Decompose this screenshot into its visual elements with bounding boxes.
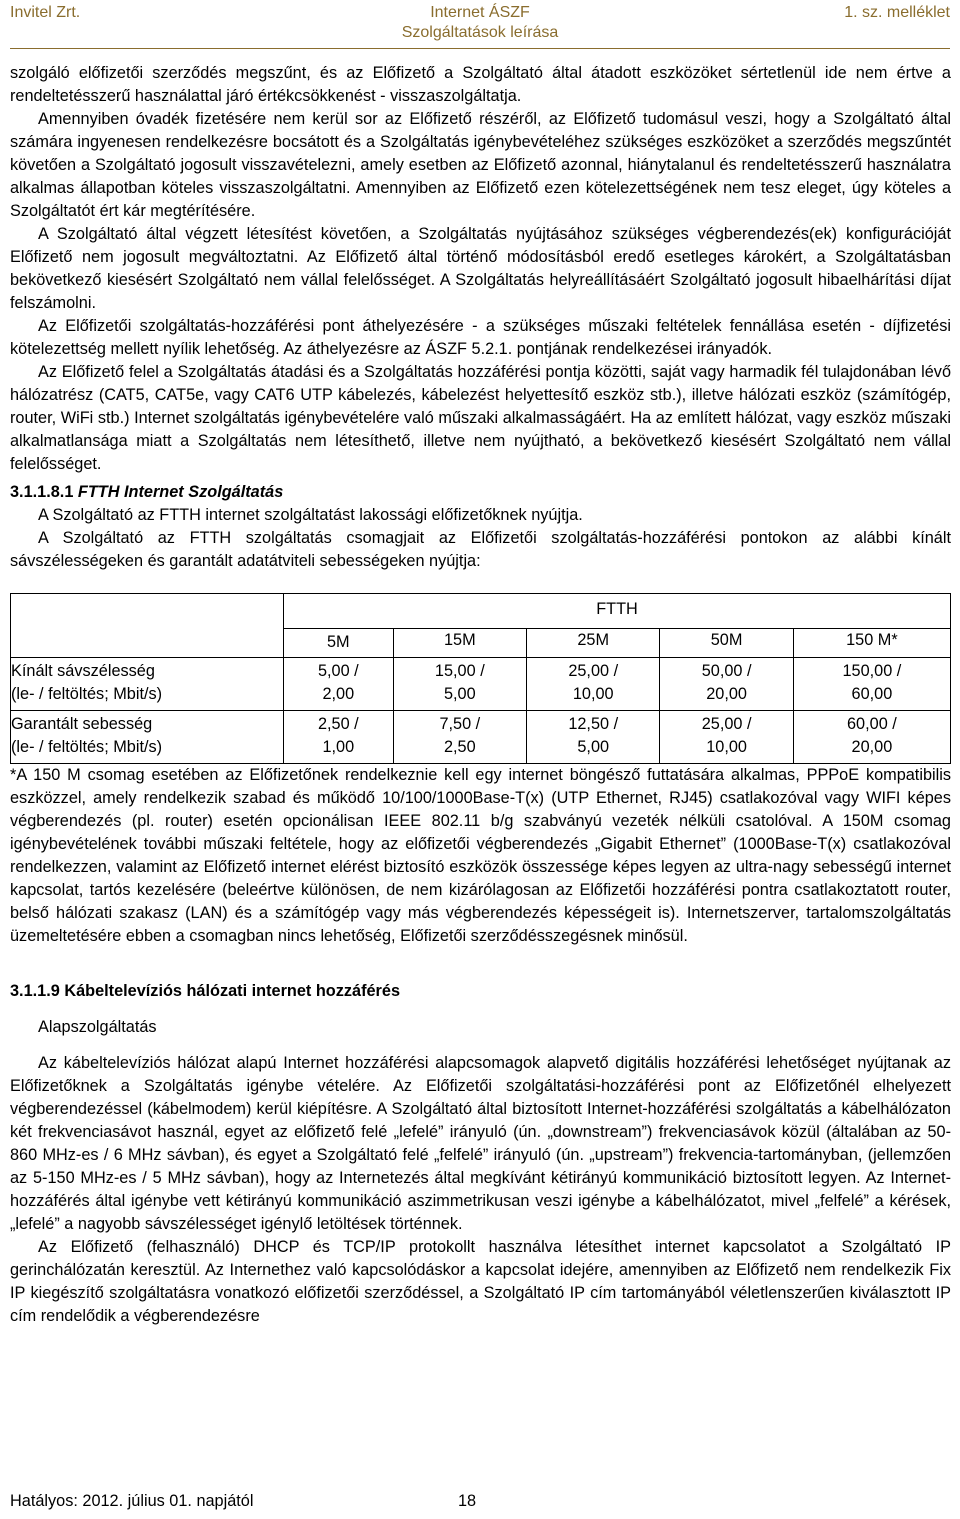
cell-down: 25,00 / — [701, 715, 752, 733]
paragraph: Az kábeltelevíziós hálózat alapú Internet hozzáférési alapcsomagok alapvető digitális hozzáférési lehetőséget nyújtanak az Előfizetőknek a Szolgáltatás igénybe vételére. Az Előfizetői szolgáltatási-hozzáférési pont az Előfizetőnél elhelyezett végberendezéssel (kábelmodem) kerül kiépítésre. A Szolgáltató által biztosított Internet-hozzáférési szolgáltatás a kábelhálózaton két frekvenciasávot használ, egyet az előfizető felé „lefelé” irányuló (ún. „downstream”) frekvenciasávok közül (általában az 50-860 MHz-es / 6 MHz sávban), és egyet a Szolgáltató felé „felfelé” irányuló (ún. „upstream”) frekvencia-tartományban, (jellemzően az 5-150 MHz-es / 5 MHz sávban), hogy az Internetezés által megkívánt kétirányú kommunikáció biztosított legyen. Az Internet-hozzáférés által igénybe vett kétirányú kommunikáció aszimmetrikusan veszi igénybe a kábelhálózatot, mivel „felfelé” a kérések, „lefelé” a nagyobb sávszélességet igénylő letöltések történnek. — [10, 1054, 951, 1233]
cell-up: 10,00 — [572, 685, 614, 703]
table-cell — [527, 658, 660, 711]
section-title: Kábeltelevíziós hálózati internet hozzáférés — [64, 982, 400, 1000]
cell-up: 2,50 — [443, 738, 476, 756]
header-title-line1: Internet ÁSZF — [430, 4, 530, 21]
table-header-group-row — [11, 594, 951, 629]
table-cell — [393, 658, 526, 711]
cell-up: 1,00 — [322, 738, 355, 756]
section-title: FTTH Internet Szolgáltatás — [77, 483, 284, 501]
header-company: Invitel Zrt. — [10, 4, 81, 21]
row-label-line1: Garantált sebesség — [11, 715, 153, 733]
paragraph: Az Előfizető (felhasználó) DHCP és TCP/IP protokollt használva létesíthet internet kapcsolatot a Szolgáltató IP gerinchálózatán keresztül. Az Internethez való kapcsolódáskor a kapcsolat idejére, amennyiben az Előfizető nem rendelkezik Fix IP kiegészítő szolgáltatásra vonatkozó előfizetői szerződéssel, a Szolgáltató IP cím tartományából véletlenszerűen kiválasztott IP cím rendelődik a végberendezésre — [10, 1238, 951, 1325]
table-corner-cell — [11, 594, 284, 658]
table-cell — [793, 711, 950, 764]
paragraph: Amennyiben óvadék fizetésére nem kerül sor az Előfizető részéről, az Előfizető tudomásul veszi, hogy a Szolgáltató által számára ingyenesen rendelkezésre bocsátott és a Szolgáltatás igénybevételéhez szükséges eszközöket a szerződés megszűntét követően a Szolgáltató jogosult visszavételezni, amely esetben az Előfizető azonnal, hiánytalanul és rendeltetésszerű használatra alkalmas állapotban köteles visszaszolgáltatni. Amennyiben az Előfizető ezen kötelezettségének nem tesz eleget, úgy köteles a Szolgáltatót ért kár megtérítésére. — [10, 110, 951, 220]
paragraph: Az Előfizető felel a Szolgáltatás átadási és a Szolgáltatás hozzáférési pontja közötti, saját vagy harmadik fél tulajdonában lévő hálózatrész (CAT5, CAT5e, vagy CAT6 UTP kábelezés, kábelezést helyettesítő eszköz stb.), illetve hálózati eszköz (számítógép, router, WiFi stb.) Internet szolgáltatás igénybevételére való műszaki alkalmasságáért. Ha az említett hálózat, vagy eszköz műszaki alkalmatlansága miatt a Szolgáltatás nem létesíthető, illetve nem nyújtható, a bekövetkező kiesésért Szolgáltató nem vállal felelősséget. — [10, 363, 951, 473]
cell-up: 5,00 — [577, 738, 610, 756]
column-header: 15M — [393, 629, 526, 658]
table-cell — [793, 658, 950, 711]
page-number: 18 — [458, 1492, 477, 1510]
ftth-speed-table — [10, 593, 951, 764]
paragraph: A Szolgáltató az FTTH internet szolgáltatást lakossági előfizetőknek nyújtja. — [38, 506, 583, 524]
cell-down: 15,00 / — [434, 662, 485, 680]
section-heading-cable — [10, 980, 951, 1003]
column-header: 150 M* — [793, 629, 950, 658]
section-heading-ftth — [10, 481, 951, 504]
cell-down: 2,50 / — [317, 715, 359, 733]
cell-up: 2,00 — [322, 685, 355, 703]
cell-down: 50,00 / — [701, 662, 752, 680]
cell-down: 7,50 / — [439, 715, 481, 733]
header-title-line2: Szolgáltatások leírása — [401, 24, 559, 41]
cell-up: 20,00 — [706, 685, 747, 703]
cell-down: 25,00 / — [568, 662, 619, 680]
document-body — [10, 62, 951, 1328]
cell-down: 60,00 / — [847, 715, 897, 733]
footer-validity: Hatályos: 2012. július 01. napjától — [10, 1492, 254, 1510]
row-label — [11, 658, 284, 711]
section-number: 3.1.1.9 — [10, 982, 60, 1000]
table-cell — [527, 711, 660, 764]
paragraph: A Szolgáltató által végzett létesítést követően, a Szolgáltatás nyújtásához szükséges végberendezés(ek) konfigurációját Előfizető nem jogosult megváltoztatni. Az Előfizető által történő módosításból eredő esetleges károkért, a Szolgáltatásban bekövetkező kiesésért Szolgáltató nem vállal felelősséget. A Szolgáltatás helyreállításáért Szolgáltató jogosult hibaelhárítási díjat felszámolni. — [10, 225, 951, 312]
header-title — [10, 3, 950, 43]
table-cell — [660, 658, 793, 711]
paragraph: A Szolgáltató az FTTH szolgáltatás csomagjait az Előfizetői szolgáltatás-hozzáférési pontokon az alábbi kínált sávszélességeken és garantált adatátviteli sebességeken nyújtja: — [10, 529, 951, 570]
table-cell — [660, 711, 793, 764]
row-label — [11, 711, 284, 764]
cell-up: 60,00 — [851, 685, 893, 703]
section-number: 3.1.1.8.1 — [10, 483, 74, 501]
cell-down: 5,00 / — [317, 662, 359, 680]
section-subtitle: Alapszolgáltatás — [38, 1018, 157, 1036]
table-cell — [284, 658, 394, 711]
table-row — [11, 711, 951, 764]
column-header: 25M — [527, 629, 660, 658]
paragraph: szolgáló előfizetői szerződés megszűnt, és az Előfizető a Szolgáltató által átadott eszközöket sértetlenül ide nem értve a rendeltetésszerű használattal járó értékcsökkenést - visszaszolgáltatja. — [10, 64, 951, 105]
row-label-line2: (le- / feltöltés; Mbit/s) — [11, 738, 163, 756]
row-label-line2: (le- / feltöltés; Mbit/s) — [11, 685, 163, 703]
header-annex: 1. sz. melléklet — [844, 4, 950, 21]
table-cell — [284, 711, 394, 764]
table-group-header: FTTH — [284, 594, 951, 629]
paragraph: Az Előfizetői szolgáltatás-hozzáférési pont áthelyezésére - a szükséges műszaki feltételek fennállása esetén - díjfizetési kötelezettség mellett nyílik lehetőség. Az áthelyezésre az ÁSZF 5.2.1. pontjának rendelkezései irányadók. — [10, 317, 951, 358]
table-cell — [393, 711, 526, 764]
page-header — [10, 3, 950, 43]
column-header: 50M — [660, 629, 793, 658]
row-label-line1: Kínált sávszélesség — [11, 662, 155, 680]
cell-up: 20,00 — [851, 738, 893, 756]
cell-up: 5,00 — [443, 685, 476, 703]
footnote: *A 150 M csomag esetében az Előfizetőnek rendelkeznie kell egy internet böngésző futtatására alkalmas, PPPoE kompatibilis eszközzel, amely rendelkezik szabad és működő 10/100/1000Base-T(x) (UTP Ethernet, RJ45) csatlakozóval vagy WIFI képes végberendezés (pl. router) esetén opcionálisan IEEE 802.11 b/g szabványú vezeték nélküli csatolóval. A 150M csomag igénybevételének további műszaki feltétele, hogy az előfizetői végberendezés „Gigabit Ethernet” (1000Base-T(x) csatlakozóval rendelkezzen, valamint az Előfizető internet elérést biztosító eszközök összessége képes legyen az ultra-nagy sebességű internet kapcsolat, tartós kezelésére (beleértve különösen, de nem kizárólagosan az Előfizetői hozzáférési pontra csatlakoztatott router, belső hálózati szakasz (LAN) és a számítógép vagy más végberendezés képességeit is). Internetszerver, tartalomszolgáltatás üzemeltetésére ebben a csomagban nincs lehetőség, Előfizetői szerződésszegésnek minősül. — [10, 766, 951, 945]
cell-up: 10,00 — [706, 738, 747, 756]
cell-down: 150,00 / — [842, 662, 902, 680]
cell-down: 12,50 / — [568, 715, 619, 733]
table-row — [11, 658, 951, 711]
header-divider — [10, 48, 950, 49]
column-header: 5M — [284, 629, 394, 658]
